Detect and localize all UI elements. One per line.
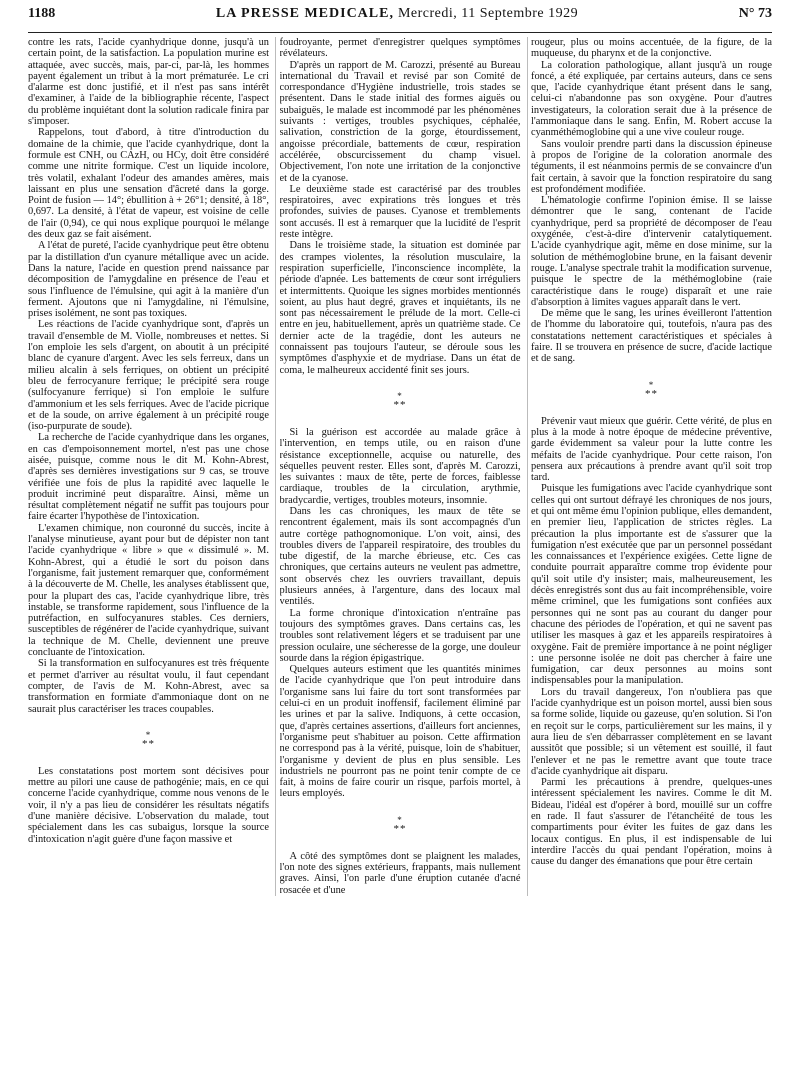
page-header — [28, 6, 772, 33]
separator-star-top: * — [145, 729, 152, 740]
page-number: 1188 — [28, 6, 56, 21]
paragraph: L'examen chimique, non couronné du succès, incite à l'analyse minutieuse, ayant pour but de dépister non tant l'acide cyanhydrique « libre » que « dissimulé ». M. Kohn-Abrest, qui a étudié le sort du poison dans l'organisme, fait justement remarquer que, conformément à la découverte de M. Chelle, les analyses établissent que, pour la plupart des cas, l'acide cyanhydrique libre, très instable, se transforme rapidement, sous l'influence de la putréfaction, en sulfocyanures stables. Ces derniers, susceptibles de régénérer de l'acide cyanhydrique, suivant la technique de M. Chelle, deviennent une preuve concluante de l'intoxication. — [28, 522, 269, 659]
separator-stars-bottom: ** — [645, 387, 658, 400]
paragraph: Sans vouloir prendre parti dans la discussion épineuse à propos de l'origine de la coloration anormale des téguments, il est néanmoins permis de se convaincre d'un fait certain, à savoir que la fonction respiratoire du sang est profondément modifiée. — [531, 138, 772, 195]
paragraph: A l'état de pureté, l'acide cyanhydrique peut être obtenu par la distillation d'un cyanure métallique avec un acide. Dans la nature, l'acide en question prend naissance par décomposition de l'amygdaline en présence de l'eau et sous l'influence de l'émulsine, qui agit à la manière d'un ferment. Ajoutons que ni l'amygdaline, ni l'émulsine, prises isolément, ne sont pas toxiques. — [28, 240, 269, 320]
paragraph: Parmi les précautions à prendre, quelques-unes intéressent spécialement les navires. Comme le dit M. Bideau, l'idéal est d'opérer à bord, mouillé sur un coffre en rade. Il faut s'assurer de l'étanchéité de tous les compartiments pour éviter les fuites de gaz dans les locaux contigus. En plus, il est indispensable de lui interdire l'accès du quai pendant l'opération, moins à cause du danger des émanations que pour être certain — [531, 777, 772, 868]
section-separator — [280, 816, 521, 835]
paragraph: L'hématologie confirme l'opinion émise. Il se laisse démontrer que le sang, contenant de l'acide cyanhydrique, perd sa propriété de décomposer de l'eau oxygénée, c'est-à-dire d'intervenir catalytiquement. L'acide cyanhydrique agit, même en dose minime, sur la solution de méthémoglobine brune, en la faisant devenir rouge. L'analyse spectrale trahit la modification survenue, puisque le spectre de la méthémoglobine (raie caractéristique dans le rouge) disparaît et une raie d'absorption à limites vagues apparaît dans le vert. — [531, 195, 772, 308]
paragraph: Si la guérison est accordée au malade grâce à l'intervention, en temps utile, ou en raison d'une résistance exceptionnelle, acquise ou naturelle, des séquelles peuvent rester. Elles sont, d'après M. Carozzi, les suivantes : maux de tête, perte de forces, faiblesse cardiaque, troubles de la circulation, arythmie, bradycardie, vertiges, troubles moteurs, insomnie. — [279, 426, 521, 506]
issue-date: Mercredi, 11 Septembre 1929 — [397, 6, 579, 21]
section-separator — [28, 731, 269, 750]
separator-star-top: * — [648, 379, 655, 390]
article-columns — [28, 37, 772, 896]
journal-name: LA PRESSE MEDICALE, — [215, 6, 394, 21]
issue-number: N° 73 — [738, 6, 772, 21]
paragraph: Si la transformation en sulfocyanures est très fréquente et permet d'arriver au résultat voulu, il faut cependant compter, de l'avis de M. Kohn-Abrest, avec sa transformation en formiate d'ammoniaque dont on ne saurait plus caractériser les traces coupables. — [28, 658, 269, 715]
paragraph: De même que le sang, les urines éveilleront l'attention de l'homme du laboratoire qui, toutefois, n'aura pas des constatations nettement caractéristiques et spéciales à faire. Il se trouvera en présence de sucre, d'acide lactique et de sang. — [531, 308, 772, 365]
section-separator — [531, 381, 772, 400]
separator-star-top: * — [397, 390, 403, 401]
paragraph: Puisque les fumigations avec l'acide cyanhydrique sont celles qui ont surtout défrayé les chroniques de nos jours, et qui ont même ému l'opinion publique, elles demandent, en premier lieu, l'application de strictes règles. La précaution la plus importante est de s'assurer que la fumigation n'est exécutée que par un personnel possédant les connaissances et l'expérience exigées. Cette ligne de conduite pourrait apparaître comme trop évidente pour qu'il soit utile d'y insister; mais, malheureusement, les décès enregistrés sont dus au fait incompréhensible, voire même criminel, que les fumigations sont confiées aux personnes qui ne sont pas au courant du danger pour chacune des périodes de l'opération, et qui ne savent pas utiliser les masques à gaz et les appareils respiratoires à oxygène. Fait de première importance à ne point négliger : une personne isolée ne doit pas chercher à faire une fumigation, car deux personnes au moins sont indispensables pour la manipulation. — [531, 483, 772, 687]
paragraph: La forme chronique d'intoxication n'entraîne pas toujours des symptômes graves. Dans certains cas, les troubles sont relativement légers et se traduisent par une pression oculaire, une sécheresse de la gorge, une douleur sourde dans la région épigastrique. — [279, 607, 521, 664]
paragraph: Prévenir vaut mieux que guérir. Cette vérité, de plus en plus à la mode à notre époque de médecine préventive, garde évidemment sa valeur pour la lutte contre les méfaits de l'acide cyanhydrique. Pour cette raison, l'on pensera aux précautions à prendre avant qu'il soit trop tard. — [531, 415, 772, 484]
journal-title — [216, 6, 578, 22]
paragraph: A côté des symptômes dont se plaignent les malades, l'on note des signes extérieurs, frappants, mais nullement graves. Ainsi, l'on parle d'une éruption cutanée d'acné rosacée et d'une — [279, 850, 521, 896]
column-3 — [531, 37, 772, 896]
paragraph: D'après un rapport de M. Carozzi, présenté au Bureau international du Travail et revisé par son Comité de correspondance d'Hygiène industrielle, trois stades se présentent. Dans le stade initial des formes aiguës ou subaiguës, le malade est incommodé par les phénomènes suivants : vertiges, troubles psychiques, céphalée, salivation, constriction de la gorge, étourdissement, angoisse précordiale, battements de cœur, respiration accélérée, obscurcissement du champ visuel. Objectivement, l'on note une irritation de la conjonctive et de la cyanose. — [279, 59, 521, 184]
separator-stars-bottom: ** — [393, 398, 407, 411]
paragraph: La coloration pathologique, allant jusqu'à un rouge foncé, a été expliquée, par certains auteurs, dans ce sens que, l'acide cyanhydrique étant présent dans le sang, celui-ci n'abandonne pas son oxygène. Pour d'autres investigateurs, la coloration serait due à la présence de l'ammoniaque dans le sang. Enfin, M. Robert accuse la cyanméthémoglobine qui a une vive couleur rouge. — [531, 59, 772, 139]
separator-stars-bottom: ** — [393, 822, 407, 835]
paragraph: Le deuxième stade est caractérisé par des troubles respiratoires, avec expirations très longues et très profondes, suivies de pauses. Cyanose et tremblements sont accusés. Il est à remarquer que la lucidité de l'esprit reste intègre. — [279, 183, 521, 241]
paragraph: Quelques auteurs estiment que les quantités minimes de l'acide cyanhydrique que l'on peut introduire dans l'organisme sans lui faire du tort sont transformées par celui-ci en un produit inoffensif, facilement éliminé par les urines et par la salive. Indiquons, à cette occasion, que, d'après certaines assertions, d'ailleurs fort anciennes, l'organisme peut s'habituer au poison. Cette affirmation ne correspond pas à la vérité, puisque, loin de s'habituer, l'organisme y devient de plus en plus sensible. Les industriels ne pourront pas ne point tenir compte de ce fait, à moins de faire courir un risque, parfois mortel, à leurs employés. — [279, 664, 521, 800]
newspaper-page — [28, 6, 772, 896]
paragraph: foudroyante, permet d'enregistrer quelques symptômes révélateurs. — [279, 37, 521, 60]
paragraph: Lors du travail dangereux, l'on n'oubliera pas que l'acide cyanhydrique est un poison mortel, aussi bien sous sa forme solide, liquide ou gazeuse, qu'en solution. Si l'on en reçoit sur le corps, particulièrement sur les mains, il y aura lieu de s'en débarrasser complètement en se lavant aussitôt que possible; si un vêtement est souillé, il faut l'enlever et ne pas le remettre avant que toute trace d'acide cyanhydrique ait disparu. — [531, 686, 772, 777]
paragraph: Rappelons, tout d'abord, à titre d'introduction du domaine de la chimie, que l'acide cyanhydrique, dont la formule est CNH, ou CAzH, ou HCy, doit être considéré comme une nitrite formique. C'est un liquide incolore, très volatil, exhalant l'odeur des amandes amères, mais laissant en plus une sensation d'âcreté dans la gorge. Point de fusion — 14°; ébullition à + 26°1; densité, à 18°, 0,697. La densité, à l'état de vapeur, est voisine de celle de l'air (0,94), ce qui nous explique pourquoi le mélange des deux gaz se fait aisément. — [28, 127, 269, 241]
separator-star-top: * — [397, 814, 403, 825]
section-separator — [280, 392, 521, 411]
separator-stars-bottom: ** — [142, 737, 155, 750]
paragraph: rougeur, plus ou moins accentuée, de la figure, de la muqueuse, du pharynx et de la conjonctive. — [531, 37, 772, 60]
paragraph: Dans le troisième stade, la situation est dominée par des crampes violentes, la résolution musculaire, la respiration superficielle, l'inconscience incomplète, la période d'apnée. Les battements de cœur sont irréguliers et intermittents. Quoique les signes morbides mentionnés soient, au plus haut degré, graves et inquiétants, ils ne sont pas nécessairement le prélude de la mort. Celle-ci entre en jeu, habituellement, après un quatrième stade. Ce dernier acte de la tragédie, dont les auteurs ne connaissent pas toujours l'auteur, se déroule sous les symptômes d'asphyxie et de mydriase. Dans un état de coma, le malheureux accidenté finit ses jours. — [279, 240, 521, 376]
column-1 — [28, 37, 276, 896]
column-2 — [280, 37, 528, 896]
paragraph: contre les rats, l'acide cyanhydrique donne, jusqu'à un certain point, de la satisfaction. La population murine est attaquée, avec succès, mais, par-ci, par-là, les hommes payent également un tribut à la mort prématurée. Le cri d'alarme est donc justifié, et il n'est pas sans intérêt d'examiner, à l'aide de la bibliographie récente, l'aspect du problème inquiétant dont la solution radicale finira par s'imposer. — [28, 37, 269, 128]
paragraph: La recherche de l'acide cyanhydrique dans les organes, en cas d'empoisonnement mortel, n'est pas une chose aisée, puisque, comme nous le dit M. Kohn-Abrest, d'après ses dernières investigations sur 9 cas, se trouve vérifiée une fois de plus la rapidité avec laquelle le produit incriminé peut disparaître. Ainsi, même un résultat complètement négatif ne suffit pas toujours pour faire écarter l'hypothèse de l'intoxication. — [28, 432, 269, 523]
paragraph: Les constatations post mortem sont décisives pour mettre au pilori une cause de pathogénie; mais, en ce qui concerne l'acide cyanhydrique, comme nous venons de le voir, il n'y a pas lieu de considérer les résultats négatifs d'une manière décisive. L'observation du malade, tout spécialement dans les cas subaigus, lorsque la source d'intoxication n'agit guère d'une façon massive et — [28, 765, 269, 845]
paragraph: Les réactions de l'acide cyanhydrique sont, d'après un travail d'ensemble de M. Violle, nombreuses et nettes. Si l'on emploie les sels d'argent, on aboutit à un précipité blanc de cyanure d'argent. Avec les sels ferreux, dans un milieu alcalin à sels ferriques, on obtient un précipité bleu de ferrocyanure ferrique; le précipité sera rouge (sulfocyanure ferrique) si l'on emploie le sulfure d'ammonium et les sels ferriques. Avec de l'acide picrique et de la soude, on arrive également à un précipité rouge (iso-purpurate de soude). — [28, 319, 269, 433]
paragraph: Dans les cas chroniques, les maux de tête se rencontrent également, mais ils sont accompagnés d'un autre cortège pathognomonique. L'on voit, ainsi, des troubles divers de l'appareil respiratoire, des troubles du tube digestif, de la marche ébrieuse, etc. Ces cas chroniques, que certains auteurs ne veulent pas admettre, sont observés chez les ouvriers travaillant, depuis plusieurs années, à l'argenture, dans des locaux mal ventilés. — [279, 505, 521, 608]
